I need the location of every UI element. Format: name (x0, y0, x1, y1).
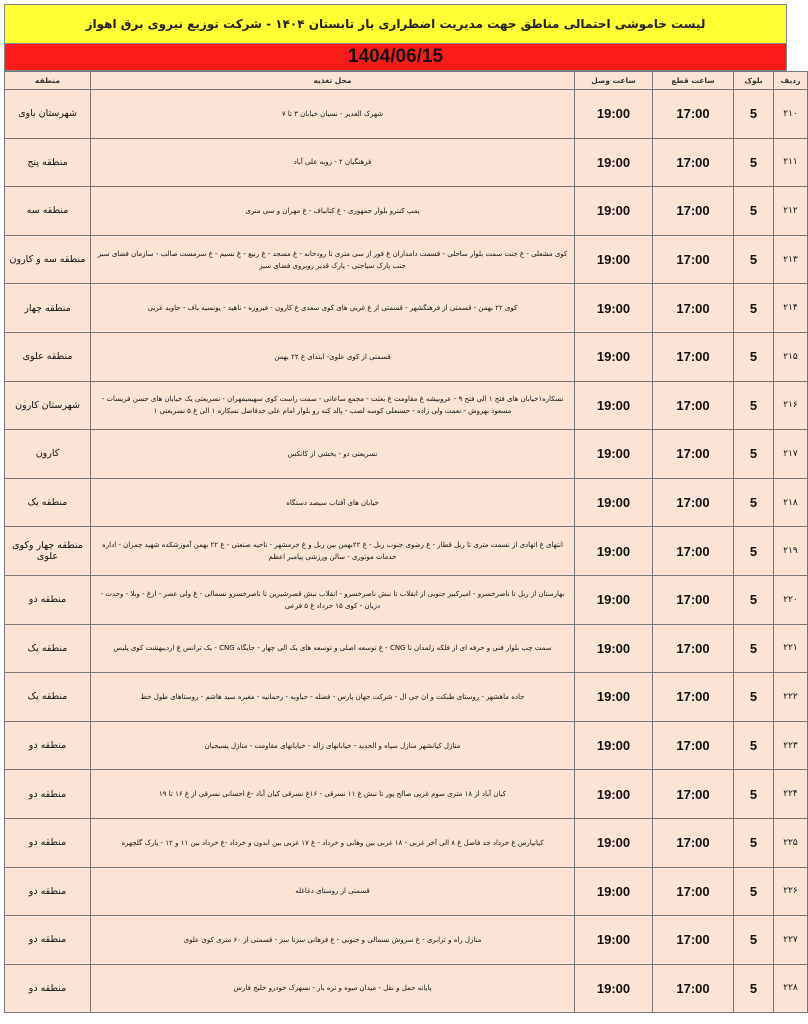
region-cell: شهرستان باوی (5, 90, 91, 139)
block-cell: 5 (734, 235, 774, 284)
connect-time-cell: 19:00 (575, 430, 653, 479)
location-cell: منازل راه و ترابری - غ سروش نسمالی و جنوبی - غ فرهانی سرتا سر - قسمتی از ۶۰ متری کوی علوی (91, 916, 575, 965)
cut-time-cell: 17:00 (653, 867, 734, 916)
location-cell: قسمتی از روستای دغاغله (91, 867, 575, 916)
connect-time-cell: 19:00 (575, 673, 653, 722)
region-cell: منطقه دو (5, 964, 91, 1013)
block-cell: 5 (734, 916, 774, 965)
cut-time-cell: 17:00 (653, 235, 734, 284)
table-row (5, 964, 808, 1013)
cut-time-cell: 17:00 (653, 818, 734, 867)
cut-time-cell: 17:00 (653, 90, 734, 139)
cut-time-cell: 17:00 (653, 478, 734, 527)
cut-time-cell: 17:00 (653, 964, 734, 1013)
connect-time-cell: 19:00 (575, 187, 653, 236)
cut-time-cell: 17:00 (653, 770, 734, 819)
region-cell: منطقه دو (5, 770, 91, 819)
region-cell: منطقه پنج (5, 138, 91, 187)
location-cell: سمت چپ بلوار فنی و حرفه ای از فلکه زلمدان تا CNG - غ توسعه اصلی و توسعه های یک الی چهار - جایگاه CNG - یک ترانس غ اردیبهشت کوی پلیس (91, 624, 575, 673)
table-row (5, 138, 808, 187)
region-cell: شهرستان کارون (5, 381, 91, 430)
row-number: ۲۱۶ (774, 381, 808, 430)
cut-time-cell: 17:00 (653, 916, 734, 965)
region-cell: کارون (5, 430, 91, 479)
table-row (5, 818, 808, 867)
table-row (5, 575, 808, 624)
cut-time-cell: 17:00 (653, 187, 734, 236)
region-cell: منطقه دو (5, 818, 91, 867)
block-cell: 5 (734, 478, 774, 527)
connect-time-cell: 19:00 (575, 138, 653, 187)
row-number: ۲۲۳ (774, 721, 808, 770)
connect-time-cell: 19:00 (575, 332, 653, 381)
cut-time-cell: 17:00 (653, 138, 734, 187)
region-cell: منطقه سه (5, 187, 91, 236)
row-number: ۲۱۹ (774, 527, 808, 576)
table-row (5, 284, 808, 333)
block-cell: 5 (734, 284, 774, 333)
region-cell: منطقه چهار (5, 284, 91, 333)
row-number: ۲۱۱ (774, 138, 808, 187)
page-title: لیست خاموشی احتمالی مناطق جهت مدیریت اضطراری بار تابستان ۱۴۰۴ - شرکت توزیع نیروی برق اهواز (4, 4, 787, 44)
block-cell: 5 (734, 90, 774, 139)
connect-time-cell: 19:00 (575, 721, 653, 770)
block-cell: 5 (734, 818, 774, 867)
block-cell: 5 (734, 138, 774, 187)
table-row (5, 187, 808, 236)
cut-time-cell: 17:00 (653, 575, 734, 624)
header-block: بلوک (734, 72, 774, 90)
connect-time-cell: 19:00 (575, 916, 653, 965)
table-row (5, 235, 808, 284)
table-row (5, 332, 808, 381)
region-cell: منطقه دو (5, 575, 91, 624)
region-cell: منطقه چهار وکوی علوی (5, 527, 91, 576)
row-number: ۲۱۴ (774, 284, 808, 333)
table-row (5, 478, 808, 527)
table-row (5, 430, 808, 479)
location-cell: نسکاره۱خیابان های فتح ۱ الی فتح ۹ - عروبیشه غ مقاومت غ بعثت - مجمع ساعاتی - سمت راست کوی سهیمیمهران - نسریعتی یک خیابان های حسن فریسات - مسعود بهروش - نعمت ولی زاده - حسنعلی کوسه لصب - پالد کنه رو بلوار امام علی حدفاصل نسکاره ۱ الی غ ۵ نسریعتی ۱ (91, 381, 575, 430)
region-cell: منطقه دو (5, 916, 91, 965)
location-cell: منازل کیانشهر منازل سپاه و الحدید - خیابانهای زاله - خیابانهای مقاومت - منازل پسیجیان (91, 721, 575, 770)
row-number: ۲۲۸ (774, 964, 808, 1013)
location-cell: کوی ۲۲ بهمن - قسمتی از فرهنگشهر - قسمتی از غ غربی های کوی سعدی غ کارون - فیروزه - ناهید - یونسیه باف - جاوید غربی (91, 284, 575, 333)
table-row (5, 624, 808, 673)
cut-time-cell: 17:00 (653, 721, 734, 770)
row-number: ۲۱۳ (774, 235, 808, 284)
cut-time-cell: 17:00 (653, 673, 734, 722)
connect-time-cell: 19:00 (575, 478, 653, 527)
row-number: ۲۲۲ (774, 673, 808, 722)
date-banner: 1404/06/15 (4, 44, 787, 71)
location-cell: فرهنگیان ۲ - زوبه علی آباد (91, 138, 575, 187)
connect-time-cell: 19:00 (575, 90, 653, 139)
block-cell: 5 (734, 624, 774, 673)
table-row (5, 770, 808, 819)
location-cell: کوی مشعلی - غ جنت سمت بلوار ساحلی - قسمت دامداران غ فور از سی متری تا رودخانه - غ مسجد - غ ربیع - غ نسیم - غ سرمست صالب - سازمان فضای سبز جنب پارک سیاحتی - پارک قدیر روبروی فضای سبز (91, 235, 575, 284)
connect-time-cell: 19:00 (575, 867, 653, 916)
connect-time-cell: 19:00 (575, 284, 653, 333)
block-cell: 5 (734, 770, 774, 819)
region-cell: منطقه یک (5, 478, 91, 527)
cut-time-cell: 17:00 (653, 284, 734, 333)
location-cell: بهارستان از ربل تا ناصرخسرو - امیرکبیر جنوبی از انقلاب تا نبش ناصرخسرو - انقلاب نبش قصرشیرین تا ناصرخسرو نسمالی - غ ولی عصر - ارغ - وبلا - وحدت - دزیان - کوی ۱۵ خرداد غ ۵ فرعی (91, 575, 575, 624)
connect-time-cell: 19:00 (575, 770, 653, 819)
block-cell: 5 (734, 430, 774, 479)
cut-time-cell: 17:00 (653, 332, 734, 381)
location-cell: کیانپارس غ خرداد حد فاصل غ ۸ الی آخر غربی - ۱۸ غربی بین وهابی و خرداد - غ ۱۷ غربی بین ابدون و خرداد -غ خرداد بین ۱۱ و ۱۲ - پارک گلچهره (91, 818, 575, 867)
block-cell: 5 (734, 867, 774, 916)
location-cell: کیان آباد از ۱۸ متری سوم غربی صالح پور تا نبش غ ۱۱ نسرقی - ۱۶غ نسرقی کیان آباد -غ احسانی نسرقی از غ ۱۶ تا ۱۹ (91, 770, 575, 819)
connect-time-cell: 19:00 (575, 624, 653, 673)
block-cell: 5 (734, 527, 774, 576)
region-cell: منطقه یک (5, 673, 91, 722)
row-number: ۲۱۸ (774, 478, 808, 527)
table-row (5, 90, 808, 139)
cut-time-cell: 17:00 (653, 624, 734, 673)
table-row (5, 867, 808, 916)
table-row (5, 381, 808, 430)
connect-time-cell: 19:00 (575, 818, 653, 867)
row-number: ۲۲۵ (774, 818, 808, 867)
block-cell: 5 (734, 673, 774, 722)
location-cell: قسمتی از کوی علوی- ابتدای غ ۲۲ بهمن (91, 332, 575, 381)
connect-time-cell: 19:00 (575, 381, 653, 430)
document (4, 4, 801, 1013)
row-number: ۲۲۰ (774, 575, 808, 624)
location-cell: خیابان های آفتاب سیصد دستگاه (91, 478, 575, 527)
table-row (5, 673, 808, 722)
table-header-row (5, 72, 808, 90)
location-cell: پمپ کنترو بلوار جمهوری - غ کتانیاف - غ مهران و سی متری (91, 187, 575, 236)
block-cell: 5 (734, 187, 774, 236)
row-number: ۲۱۷ (774, 430, 808, 479)
row-number: ۲۱۵ (774, 332, 808, 381)
row-number: ۲۱۰ (774, 90, 808, 139)
cut-time-cell: 17:00 (653, 527, 734, 576)
location-cell: شهرک الغدیر - نسیان خیابان ۳ تا ۷ (91, 90, 575, 139)
table-row (5, 916, 808, 965)
outage-table (4, 71, 808, 1013)
block-cell: 5 (734, 575, 774, 624)
block-cell: 5 (734, 332, 774, 381)
location-cell: پایانه حمل و نقل - میدان میوه و تره بار - نسهرک خودرو خلیج فارس (91, 964, 575, 1013)
location-cell: انتهای غ اتهادی از نسمت متری تا ربل قطار - غ رضوی جنوب ربل - غ ۲۲بهمن بین ربل و غ خرمشهر - ناحیه صنعتی - غ ۲۲ بهمن آموزشکده شهید چمران - اداره خدمات موتوری - سالن ورزشی پیامبر اعظم (91, 527, 575, 576)
location-cell: جاده ماهشهر - روستای طبکت و ان جی ال - شرکت جهان پارس - فضله - حیاوبه - رحمانیه - مغیره سید هاشم - روستاهای طول خط (91, 673, 575, 722)
cut-time-cell: 17:00 (653, 381, 734, 430)
table-row (5, 721, 808, 770)
row-number: ۲۲۱ (774, 624, 808, 673)
connect-time-cell: 19:00 (575, 964, 653, 1013)
row-number: ۲۲۴ (774, 770, 808, 819)
block-cell: 5 (734, 721, 774, 770)
row-number: ۲۲۶ (774, 867, 808, 916)
table-row (5, 527, 808, 576)
header-cut-time: ساعت قطع (653, 72, 734, 90)
region-cell: منطقه علوی (5, 332, 91, 381)
row-number: ۲۲۷ (774, 916, 808, 965)
block-cell: 5 (734, 964, 774, 1013)
connect-time-cell: 19:00 (575, 527, 653, 576)
header-connect-time: ساعت وصل (575, 72, 653, 90)
header-region: منطقه (5, 72, 91, 90)
block-cell: 5 (734, 381, 774, 430)
region-cell: منطقه سه و کارون (5, 235, 91, 284)
header-row-no: ردیف (774, 72, 808, 90)
location-cell: نسریعتی دو - بخشی از کاتکس (91, 430, 575, 479)
region-cell: منطقه دو (5, 867, 91, 916)
region-cell: منطقه دو (5, 721, 91, 770)
header-location: محل تغذیه (91, 72, 575, 90)
connect-time-cell: 19:00 (575, 575, 653, 624)
region-cell: منطقه یک (5, 624, 91, 673)
row-number: ۲۱۲ (774, 187, 808, 236)
cut-time-cell: 17:00 (653, 430, 734, 479)
connect-time-cell: 19:00 (575, 235, 653, 284)
